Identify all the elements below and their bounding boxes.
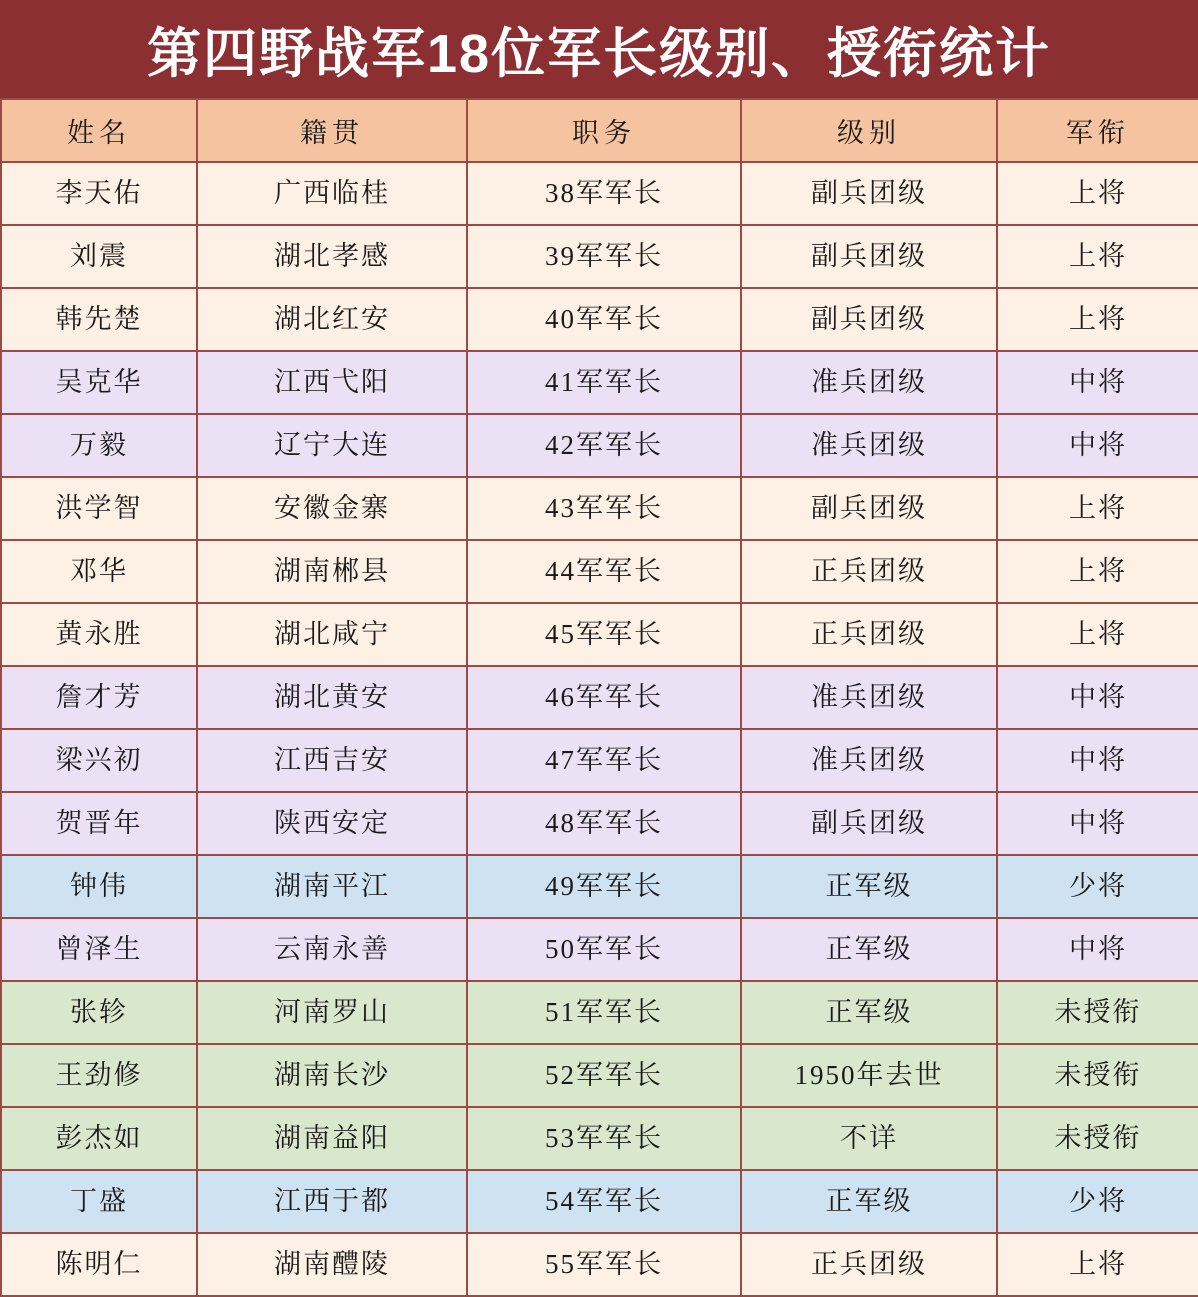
cell-origin-text: 湖南长沙 bbox=[274, 1059, 390, 1090]
table-row bbox=[1, 1233, 1198, 1296]
table-row bbox=[1, 225, 1198, 288]
cell-post bbox=[467, 729, 741, 792]
cell-grade bbox=[741, 414, 997, 477]
cell-grade-text: 正军级 bbox=[825, 870, 913, 901]
cell-grade-text: 正军级 bbox=[825, 933, 913, 964]
cell-post-text: 52军军长 bbox=[545, 1059, 663, 1090]
cell-origin-text: 湖北咸宁 bbox=[274, 618, 390, 649]
cell-grade bbox=[741, 162, 997, 225]
cell-name bbox=[1, 1233, 197, 1296]
cell-origin-text: 湖北红安 bbox=[274, 303, 390, 334]
table-row bbox=[1, 351, 1198, 414]
cell-rank bbox=[997, 981, 1198, 1044]
cell-rank-text: 少将 bbox=[1069, 870, 1127, 901]
cell-origin bbox=[197, 1233, 467, 1296]
cell-rank bbox=[997, 918, 1198, 981]
cell-grade bbox=[741, 540, 997, 603]
cell-grade-text: 正兵团级 bbox=[811, 1248, 927, 1279]
column-header-name bbox=[1, 99, 197, 162]
cell-rank-text: 中将 bbox=[1069, 429, 1127, 460]
cell-grade-text: 正兵团级 bbox=[811, 555, 927, 586]
cell-name bbox=[1, 729, 197, 792]
cell-rank bbox=[997, 477, 1198, 540]
cell-rank bbox=[997, 1107, 1198, 1170]
cell-grade-text: 准兵团级 bbox=[811, 429, 927, 460]
cell-grade bbox=[741, 666, 997, 729]
cell-origin-text: 云南永善 bbox=[274, 933, 390, 964]
cell-origin bbox=[197, 225, 467, 288]
table-row bbox=[1, 792, 1198, 855]
table-row bbox=[1, 603, 1198, 666]
column-header-post-label: 职务 bbox=[572, 118, 636, 148]
cell-rank bbox=[997, 855, 1198, 918]
cell-post bbox=[467, 351, 741, 414]
cell-name bbox=[1, 1107, 197, 1170]
cell-name-text: 丁盛 bbox=[70, 1185, 128, 1216]
cell-rank-text: 中将 bbox=[1069, 807, 1127, 838]
cell-grade bbox=[741, 1044, 997, 1107]
cell-name-text: 王劲修 bbox=[55, 1059, 143, 1090]
cell-rank bbox=[997, 414, 1198, 477]
cell-name-text: 詹才芳 bbox=[55, 681, 143, 712]
cell-post bbox=[467, 1233, 741, 1296]
cell-rank bbox=[997, 792, 1198, 855]
cell-grade bbox=[741, 792, 997, 855]
cell-grade-text: 准兵团级 bbox=[811, 366, 927, 397]
cell-grade-text: 副兵团级 bbox=[811, 303, 927, 334]
table-row bbox=[1, 162, 1198, 225]
cell-name-text: 洪学智 bbox=[55, 492, 143, 523]
table-row bbox=[1, 477, 1198, 540]
cell-grade bbox=[741, 729, 997, 792]
cell-rank bbox=[997, 540, 1198, 603]
cell-name bbox=[1, 603, 197, 666]
cell-origin bbox=[197, 1107, 467, 1170]
cell-name bbox=[1, 792, 197, 855]
table-row bbox=[1, 981, 1198, 1044]
cell-origin bbox=[197, 918, 467, 981]
cell-origin-text: 江西于都 bbox=[274, 1185, 390, 1216]
cell-name bbox=[1, 1170, 197, 1233]
cell-rank-text: 中将 bbox=[1069, 933, 1127, 964]
cell-rank bbox=[997, 729, 1198, 792]
cell-rank bbox=[997, 162, 1198, 225]
cell-post bbox=[467, 1044, 741, 1107]
cell-post bbox=[467, 1170, 741, 1233]
cell-post-text: 44军军长 bbox=[545, 555, 663, 586]
cell-grade bbox=[741, 477, 997, 540]
cell-origin-text: 湖北黄安 bbox=[274, 681, 390, 712]
cell-origin-text: 江西吉安 bbox=[274, 744, 390, 775]
cell-origin bbox=[197, 603, 467, 666]
cell-grade-text: 准兵团级 bbox=[811, 681, 927, 712]
cell-name-text: 吴克华 bbox=[55, 366, 143, 397]
cell-post-text: 41军军长 bbox=[545, 366, 663, 397]
cell-post bbox=[467, 225, 741, 288]
cell-grade-text: 1950年去世 bbox=[794, 1059, 944, 1090]
column-header-rank bbox=[997, 99, 1198, 162]
cell-grade-text: 副兵团级 bbox=[811, 177, 927, 208]
cell-rank-text: 上将 bbox=[1069, 555, 1127, 586]
cell-origin-text: 陕西安定 bbox=[274, 807, 390, 838]
table-row bbox=[1, 1170, 1198, 1233]
cell-origin bbox=[197, 1170, 467, 1233]
table-row bbox=[1, 288, 1198, 351]
cell-name bbox=[1, 225, 197, 288]
column-header-origin bbox=[197, 99, 467, 162]
cell-rank-text: 上将 bbox=[1069, 492, 1127, 523]
cell-rank bbox=[997, 288, 1198, 351]
cell-rank-text: 上将 bbox=[1069, 177, 1127, 208]
cell-post-text: 47军军长 bbox=[545, 744, 663, 775]
cell-rank bbox=[997, 603, 1198, 666]
cell-name bbox=[1, 1044, 197, 1107]
cell-name-text: 李天佑 bbox=[55, 177, 143, 208]
cell-origin-text: 湖南平江 bbox=[274, 870, 390, 901]
cell-name-text: 张轸 bbox=[70, 996, 128, 1027]
cell-origin bbox=[197, 351, 467, 414]
cell-origin bbox=[197, 414, 467, 477]
cell-origin bbox=[197, 162, 467, 225]
cell-name bbox=[1, 981, 197, 1044]
table-row bbox=[1, 855, 1198, 918]
cell-rank-text: 未授衔 bbox=[1054, 1059, 1142, 1090]
cell-origin bbox=[197, 981, 467, 1044]
column-header-rank-label: 军衔 bbox=[1066, 118, 1130, 148]
cell-post bbox=[467, 477, 741, 540]
column-header-post bbox=[467, 99, 741, 162]
cell-post bbox=[467, 855, 741, 918]
cell-origin-text: 湖南醴陵 bbox=[274, 1248, 390, 1279]
cell-origin-text: 安徽金寨 bbox=[274, 492, 390, 523]
cell-post bbox=[467, 1107, 741, 1170]
column-header-name-label: 姓名 bbox=[67, 118, 131, 148]
cell-post-text: 54军军长 bbox=[545, 1185, 663, 1216]
table-row bbox=[1, 666, 1198, 729]
cell-origin-text: 辽宁大连 bbox=[274, 429, 390, 460]
cell-post bbox=[467, 540, 741, 603]
cell-post bbox=[467, 918, 741, 981]
cell-origin-text: 湖南郴县 bbox=[274, 555, 390, 586]
cell-grade bbox=[741, 1233, 997, 1296]
cell-origin bbox=[197, 855, 467, 918]
cell-name-text: 曾泽生 bbox=[55, 933, 143, 964]
cell-name bbox=[1, 288, 197, 351]
cell-name-text: 梁兴初 bbox=[55, 744, 143, 775]
cell-post bbox=[467, 162, 741, 225]
table-row bbox=[1, 1044, 1198, 1107]
cell-post-text: 45军军长 bbox=[545, 618, 663, 649]
cell-grade bbox=[741, 981, 997, 1044]
cell-post bbox=[467, 666, 741, 729]
cell-grade bbox=[741, 603, 997, 666]
cell-name bbox=[1, 477, 197, 540]
column-header-grade-label: 级别 bbox=[837, 118, 901, 148]
cell-post-text: 42军军长 bbox=[545, 429, 663, 460]
cell-origin bbox=[197, 477, 467, 540]
cell-name-text: 贺晋年 bbox=[55, 807, 143, 838]
table-header bbox=[1, 99, 1198, 162]
cell-post bbox=[467, 414, 741, 477]
cell-rank-text: 上将 bbox=[1069, 1248, 1127, 1279]
cell-grade bbox=[741, 1170, 997, 1233]
cell-name bbox=[1, 855, 197, 918]
table-row bbox=[1, 918, 1198, 981]
cell-grade bbox=[741, 1107, 997, 1170]
table-header-row bbox=[1, 99, 1198, 162]
cell-grade-text: 副兵团级 bbox=[811, 807, 927, 838]
cell-post-text: 43军军长 bbox=[545, 492, 663, 523]
army-commanders-table bbox=[0, 98, 1198, 1297]
cell-post-text: 53军军长 bbox=[545, 1122, 663, 1153]
cell-origin bbox=[197, 792, 467, 855]
cell-post-text: 48军军长 bbox=[545, 807, 663, 838]
cell-origin bbox=[197, 540, 467, 603]
cell-origin-text: 湖南益阳 bbox=[274, 1122, 390, 1153]
cell-post-text: 55军军长 bbox=[545, 1248, 663, 1279]
cell-rank bbox=[997, 1044, 1198, 1107]
cell-post-text: 40军军长 bbox=[545, 303, 663, 334]
table-row bbox=[1, 414, 1198, 477]
cell-name-text: 钟伟 bbox=[70, 870, 128, 901]
cell-grade bbox=[741, 225, 997, 288]
cell-name bbox=[1, 351, 197, 414]
cell-origin-text: 湖北孝感 bbox=[274, 240, 390, 271]
table-row bbox=[1, 729, 1198, 792]
cell-origin-text: 江西弋阳 bbox=[274, 366, 390, 397]
table-row bbox=[1, 540, 1198, 603]
cell-post-text: 46军军长 bbox=[545, 681, 663, 712]
cell-rank-text: 未授衔 bbox=[1054, 996, 1142, 1027]
cell-post bbox=[467, 792, 741, 855]
cell-name-text: 韩先楚 bbox=[55, 303, 143, 334]
column-header-origin-label: 籍贯 bbox=[300, 118, 364, 148]
cell-grade-text: 正军级 bbox=[825, 1185, 913, 1216]
cell-post-text: 39军军长 bbox=[545, 240, 663, 271]
cell-rank-text: 中将 bbox=[1069, 681, 1127, 712]
cell-post-text: 49军军长 bbox=[545, 870, 663, 901]
cell-name bbox=[1, 414, 197, 477]
cell-name bbox=[1, 666, 197, 729]
cell-rank bbox=[997, 666, 1198, 729]
cell-grade-text: 正军级 bbox=[825, 996, 913, 1027]
cell-name-text: 陈明仁 bbox=[55, 1248, 143, 1279]
cell-grade-text: 不详 bbox=[840, 1122, 898, 1153]
cell-grade bbox=[741, 918, 997, 981]
cell-post-text: 51军军长 bbox=[545, 996, 663, 1027]
cell-origin-text: 河南罗山 bbox=[274, 996, 390, 1027]
cell-post bbox=[467, 981, 741, 1044]
cell-origin bbox=[197, 666, 467, 729]
cell-name-text: 彭杰如 bbox=[55, 1122, 143, 1153]
cell-rank bbox=[997, 351, 1198, 414]
cell-rank-text: 上将 bbox=[1069, 618, 1127, 649]
cell-rank bbox=[997, 1233, 1198, 1296]
table-body bbox=[1, 162, 1198, 1296]
cell-name-text: 黄永胜 bbox=[55, 618, 143, 649]
cell-post-text: 50军军长 bbox=[545, 933, 663, 964]
cell-grade-text: 副兵团级 bbox=[811, 492, 927, 523]
cell-name bbox=[1, 162, 197, 225]
cell-rank-text: 上将 bbox=[1069, 240, 1127, 271]
cell-name-text: 刘震 bbox=[70, 240, 128, 271]
cell-grade-text: 准兵团级 bbox=[811, 744, 927, 775]
cell-grade-text: 副兵团级 bbox=[811, 240, 927, 271]
cell-origin-text: 广西临桂 bbox=[274, 177, 390, 208]
cell-origin bbox=[197, 729, 467, 792]
cell-grade bbox=[741, 855, 997, 918]
cell-grade bbox=[741, 351, 997, 414]
cell-grade bbox=[741, 288, 997, 351]
cell-name-text: 万毅 bbox=[70, 429, 128, 460]
cell-post bbox=[467, 603, 741, 666]
cell-rank-text: 中将 bbox=[1069, 366, 1127, 397]
cell-name-text: 邓华 bbox=[70, 555, 128, 586]
cell-rank-text: 中将 bbox=[1069, 744, 1127, 775]
cell-grade-text: 正兵团级 bbox=[811, 618, 927, 649]
cell-post-text: 38军军长 bbox=[545, 177, 663, 208]
cell-rank-text: 未授衔 bbox=[1054, 1122, 1142, 1153]
page-title: 第四野战军18位军长级别、授衔统计 bbox=[146, 23, 1052, 84]
column-header-grade bbox=[741, 99, 997, 162]
cell-post bbox=[467, 288, 741, 351]
cell-origin bbox=[197, 288, 467, 351]
cell-rank bbox=[997, 225, 1198, 288]
cell-origin bbox=[197, 1044, 467, 1107]
cell-rank bbox=[997, 1170, 1198, 1233]
cell-rank-text: 上将 bbox=[1069, 303, 1127, 334]
cell-name bbox=[1, 918, 197, 981]
table-row bbox=[1, 1107, 1198, 1170]
cell-name bbox=[1, 540, 197, 603]
page-title-bar bbox=[0, 0, 1198, 98]
cell-rank-text: 少将 bbox=[1069, 1185, 1127, 1216]
